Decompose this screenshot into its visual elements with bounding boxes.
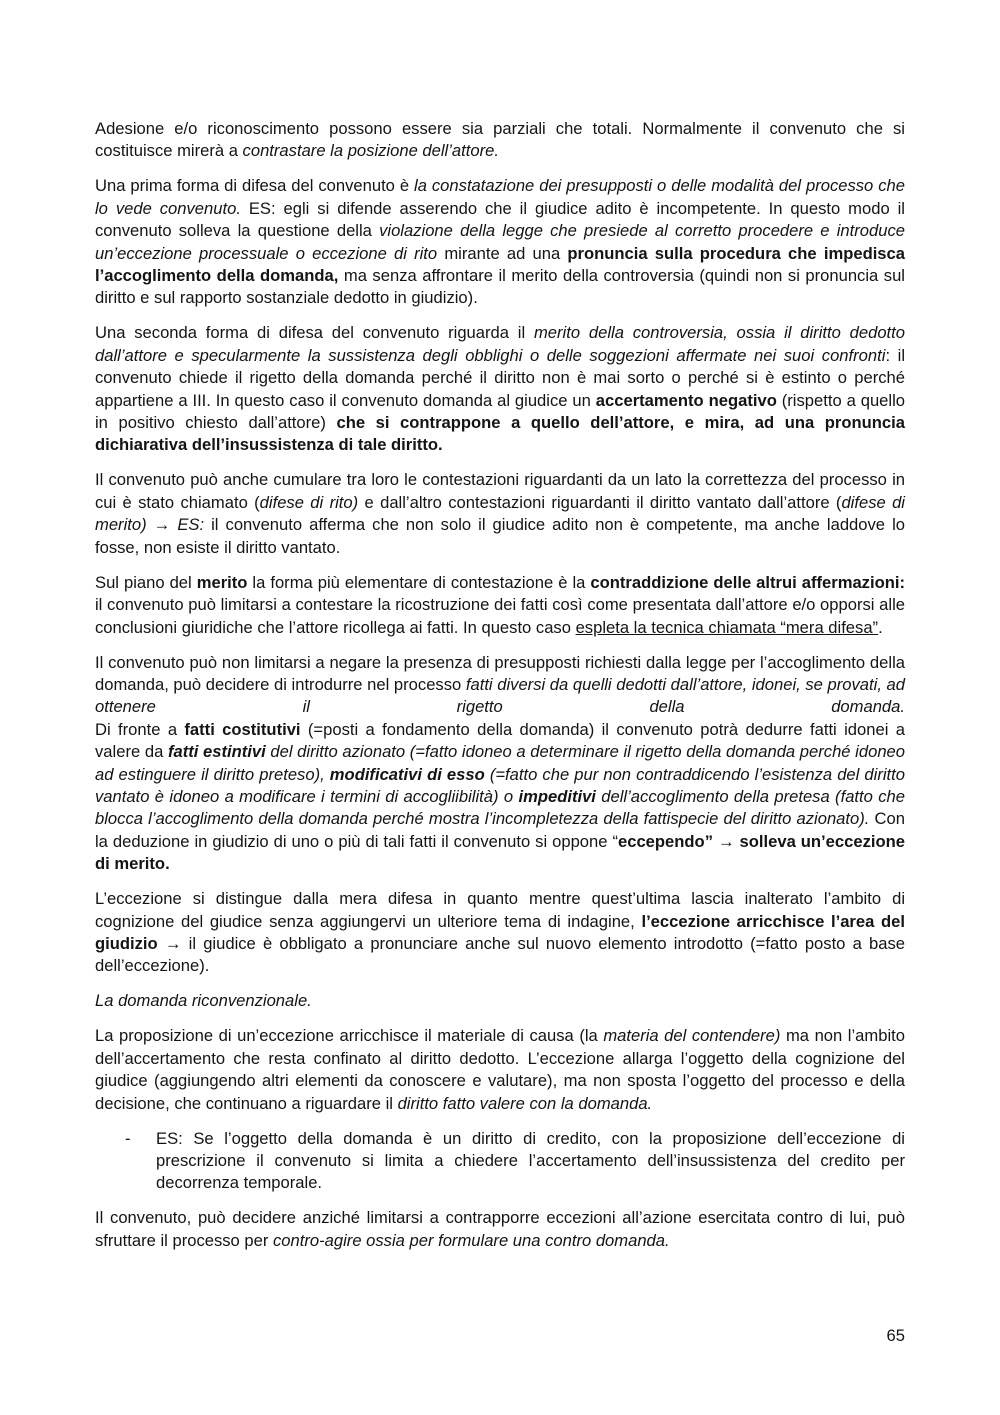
text-run: (=posti a fondamento della domanda) il convenuto potrà dedurre fatti idonei a valere da	[95, 719, 905, 762]
text-run: merito	[196, 572, 248, 592]
text-run: fatti diversi da quelli dedotti dall’attore, idonei, se provati, ad ottenere il rigetto della domanda.	[95, 674, 905, 717]
text-run: il convenuto può limitarsi a contestare la ricostruzione dei fatti così come presentata dall’attore e/o opporsi alle conclusioni giuridiche che l’attore ricollega ai fatti. In questo caso	[95, 595, 905, 637]
text-run: espleta la tecnica chiamata “mera difesa”	[575, 617, 879, 637]
text-run: contrastare la posizione dell’attore.	[242, 141, 499, 161]
text-run: materia del contendere)	[603, 1026, 781, 1046]
text-run: contro-agire ossia per formulare una contro domanda.	[273, 1230, 670, 1250]
bullet-item	[95, 1128, 905, 1195]
bullet-text	[156, 1128, 905, 1195]
text-run: La domanda riconvenzionale.	[95, 991, 312, 1011]
text-run: →	[146, 515, 178, 535]
text-run: modificativi di esso	[329, 764, 485, 784]
text-run: (rispetto a quello in positivo chiesto dall’attore)	[95, 390, 906, 433]
text-run: che si contrappone a quello dell’attore, e mira, ad una pronuncia dichiarativa dell’insussistenza di tale diritto.	[95, 413, 905, 455]
text-run: del diritto azionato (=fatto idoneo a determinare il rigetto della domanda perché idoneo ad estinguere il diritto preteso),	[95, 742, 906, 784]
text-run: fatti estintivi	[167, 742, 266, 762]
text-run: la forma più elementare di contestazione è la	[247, 572, 591, 592]
paragraph	[95, 1207, 905, 1252]
text-run: ES: egli si difende asserendo che il giudice adito è incompetente. In questo modo il convenuto solleva la questione della	[95, 198, 905, 241]
text-run: diritto fatto valere con la domanda.	[397, 1093, 653, 1113]
text-run: impeditivi	[518, 786, 596, 806]
text-run: e dall’altro contestazioni riguardanti il diritto vantato dall’attore (	[358, 492, 842, 512]
text-run: mirante ad una	[437, 243, 568, 263]
text-run: violazione della legge che presiede al corretto procedere e introduce un’eccezione processuale o eccezione di rito	[95, 221, 905, 263]
bullet-dash: -	[125, 1128, 131, 1148]
text-run: .	[878, 617, 883, 637]
text-run: ma non l’ambito dell’accertamento che resta confinato al diritto dedotto. L’eccezione allarga l’oggetto della cognizione del giudice (aggiungendo altri elementi da conoscere e valutare), ma non sposta l’oggetto del processo e della decisione, che continuano a riguardare il	[95, 1026, 905, 1113]
text-run: : il convenuto chiede il rigetto della domanda perché il diritto non è mai sorto o perché si è estinto o perché appartiene a III. In questo caso il convenuto domanda al giudice un	[95, 345, 906, 410]
text-run: Il convenuto può non limitarsi a negare la presenza di presupposti richiesti dalla legge per l’accoglimento della domanda, può decidere di introdurre nel processo	[95, 652, 905, 694]
text-run: ES: Se l’oggetto della domanda è un diritto di credito, con la proposizione dell’eccezione di prescrizione il convenuto si limita a chiedere l’accertamento dell’insussistenza del credito per decorrenza temporale.	[156, 1128, 905, 1193]
text-run: Una seconda forma di difesa del convenuto riguarda il	[95, 323, 534, 343]
text-run: ES:	[177, 515, 205, 535]
text-run: ma senza affrontare il merito della controversia (quindi non si pronuncia sul diritto e sul rapporto sostanziale dedotto in giudizio).	[95, 266, 905, 308]
text-run: fatti costitutivi	[184, 719, 301, 739]
text-run: il convenuto afferma che non solo il giudice adito non è competente, ma anche laddove lo fosse, non esiste il diritto vantato.	[95, 515, 905, 557]
text-run: contraddizione delle altrui affermazioni:	[590, 572, 905, 592]
text-run: (=fatto che pur non contraddicendo l’esistenza del diritto vantato è idoneo a modificare i termini di accogliibilità) o	[95, 764, 906, 806]
paragraph	[95, 652, 905, 719]
text-run: Una prima forma di difesa del convenuto è	[95, 176, 415, 196]
text-run: Con la deduzione in giudizio di uno o più di tali fatti il convenuto si oppone “	[95, 809, 905, 851]
text-run: accertamento negativo	[595, 390, 777, 410]
text-run: l’eccezione arricchisce l’area del giudizio	[95, 911, 905, 953]
text-run: Sul piano del	[95, 572, 197, 592]
paragraph	[95, 572, 905, 639]
text-run: eccependo” → solleva un’eccezione di merito.	[95, 831, 905, 874]
text-run: La proposizione di un’eccezione arricchisce il materiale di causa (la	[95, 1026, 604, 1046]
text-run: Di fronte a	[95, 719, 185, 739]
text-run: la constatazione dei presupposti o delle modalità del processo che lo vede convenuto.	[95, 176, 905, 218]
text-run: merito della controversia, ossia il diritto dedotto dall’attore e specularmente la sussistenza degli obblighi o delle soggezioni affermate nei suoi confronti	[95, 323, 905, 365]
text-run: difese di merito)	[95, 492, 905, 535]
document-body	[95, 118, 905, 1265]
paragraph	[95, 322, 905, 456]
paragraph	[95, 888, 905, 978]
text-run: pronuncia sulla procedura che impedisca l’accoglimento della domanda,	[95, 243, 905, 286]
text-run: Il convenuto può anche cumulare tra loro le contestazioni riguardanti da un lato la correttezza del processo in cui è stato chiamato (	[95, 470, 905, 512]
paragraph	[95, 118, 905, 163]
text-run: dell’accoglimento della pretesa (fatto che blocca l’accoglimento della domanda perché mostra l’incompletezza della fattispecie del diritto azionato).	[95, 786, 905, 829]
paragraph	[95, 469, 905, 559]
paragraph	[95, 175, 905, 309]
text-run: difese di rito)	[259, 492, 359, 512]
text-run: L’eccezione si distingue dalla mera difesa in quanto mentre quest’ultima lascia inalterato l’ambito di cognizione del giudice senza aggiungervi un ulteriore tema di indagine,	[95, 889, 905, 931]
text-run: Il convenuto, può decidere anziché limitarsi a contrapporre eccezioni all’azione esercitata contro di lui, può sfruttare il processo per	[95, 1208, 905, 1250]
text-run: → il giudice è obbligato a pronunciare anche sul nuovo elemento introdotto (=fatto posto a base dell’eccezione).	[95, 933, 905, 976]
paragraph	[95, 719, 905, 876]
paragraph	[95, 1025, 905, 1115]
paragraph	[95, 990, 905, 1012]
page-number: 65	[886, 1326, 905, 1345]
text-run: Adesione e/o riconoscimento possono essere sia parziali che totali. Normalmente il convenuto che si costituisce mirerà a	[95, 119, 905, 161]
